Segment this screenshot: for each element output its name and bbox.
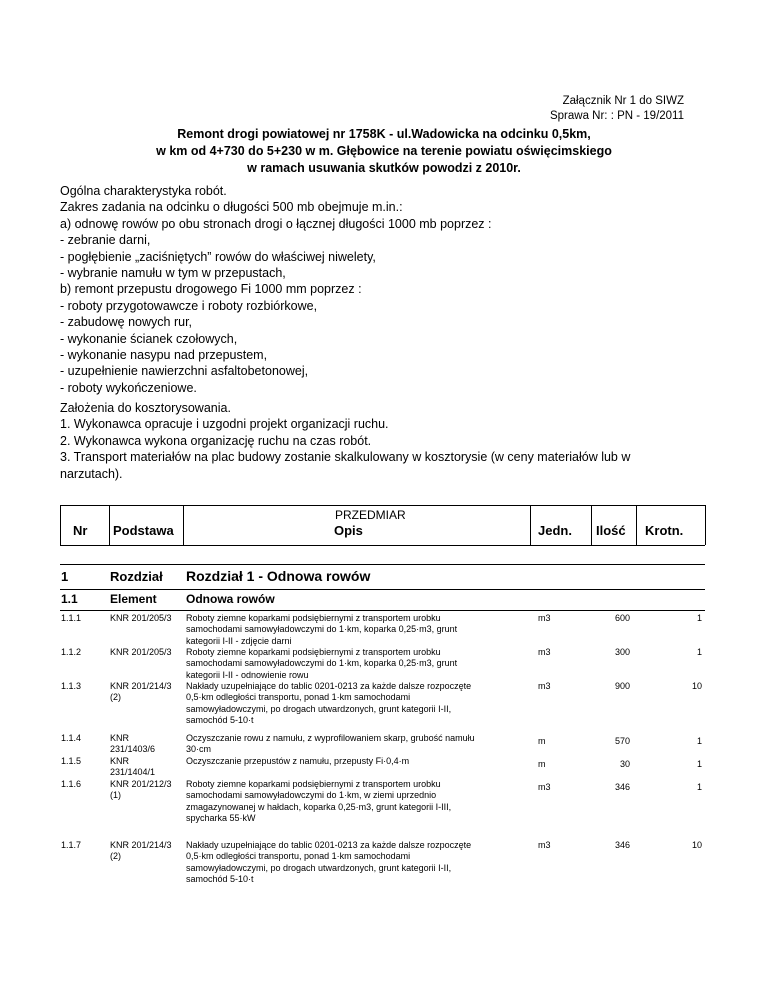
paragraph-line: Ogólna charakterystyka robót.	[60, 184, 227, 198]
section-podstawa: Rozdział	[110, 569, 163, 584]
element-podstawa: Element	[110, 592, 157, 606]
row-ilosc: 300	[614, 647, 630, 657]
paragraph-line: Założenia do kosztorysowania.	[60, 401, 231, 415]
cost-assumptions	[60, 400, 700, 482]
row-podstawa: KNR 201/214/3 (2)	[110, 840, 172, 862]
row-jedn: m	[538, 736, 546, 746]
paragraph-line: - wykonanie nasypu nad przepustem,	[60, 348, 268, 363]
table-border	[636, 505, 637, 545]
column-header-krotn: Krotn.	[645, 523, 684, 538]
row-ilosc: 346	[614, 782, 630, 792]
column-header-opis: Opis	[334, 523, 363, 538]
row-nr: 1.1.7	[61, 840, 82, 850]
row-nr: 1.1.3	[61, 681, 82, 691]
title-line-2: w km od 4+730 do 5+230 w m. Głębowice na terenie powiatu oświęcimskiego	[156, 144, 612, 158]
row-opis: Roboty ziemne koparkami podsiębiernymi z transportem urobku samochodami samowyładowczymi do 1·km, w ziemi uprzednio zmagazynowanej w hałdach, koparka 0,25·m3, grunt kategorii I-III, spycharka 55·kW	[186, 779, 452, 823]
row-opis: Nakłady uzupełniające do tablic 0201-0213 za każde dalsze rozpoczęte 0,5·km odległości transportu, ponad 1·km samochodami samowyładowczymi, po drogach utwardzonych, grunt kategorii I-II, samochód 5-10·t	[186, 681, 472, 725]
table-border	[60, 610, 705, 611]
row-opis: Roboty ziemne koparkami podsiębiernymi z transportem urobku samochodami samowyładowczymi do 1·km, koparka 0,25·m3, grunt kategorii I-II - zdjęcie darni	[186, 613, 458, 646]
table-border	[60, 564, 705, 565]
row-opis: Oczyszczanie rowu z namułu, z wyprofilowaniem skarp, grubość namułu 30·cm	[186, 733, 475, 755]
row-ilosc: 570	[614, 736, 630, 746]
row-jedn: m3	[538, 647, 551, 657]
title-line-3: w ramach usuwania skutków powodzi z 2010r.	[247, 161, 521, 175]
row-podstawa: KNR 201/212/3 (1)	[110, 779, 172, 801]
table-border	[183, 505, 184, 545]
row-opis: Nakłady uzupełniające do tablic 0201-0213 za każde dalsze rozpoczęte 0,5·km odległości transportu, ponad 1·km samochodami samowyładowczymi, po drogach utwardzonych, grunt kategorii I-II, samochód 5-10·t	[186, 840, 472, 884]
row-ilosc: 346	[614, 840, 630, 850]
row-opis: Oczyszczanie przepustów z namułu, przepusty Fi·0,4·m	[186, 756, 410, 766]
row-krotn: 1	[696, 782, 702, 792]
paragraph-line: - pogłębienie „zaciśniętych” rowów do właściwej niwelety,	[60, 249, 376, 264]
row-nr: 1.1.5	[61, 756, 82, 766]
row-jedn: m3	[538, 782, 551, 792]
work-characteristics	[60, 183, 700, 396]
title-line-1: Remont drogi powiatowej nr 1758K - ul.Wadowicka na odcinku 0,5km,	[177, 127, 591, 141]
row-krotn: 10	[691, 840, 702, 850]
paragraph-line: - wybranie namułu w tym w przepustach,	[60, 266, 286, 281]
row-krotn: 10	[691, 681, 702, 691]
row-ilosc: 900	[614, 681, 630, 691]
row-jedn: m3	[538, 613, 551, 623]
row-krotn: 1	[696, 736, 702, 746]
element-title: Odnowa rowów	[186, 592, 275, 606]
row-jedn: m	[538, 759, 546, 769]
row-podstawa: KNR 201/214/3 (2)	[110, 681, 172, 703]
paragraph-line: - roboty przygotowawcze i roboty rozbiórkowe,	[60, 298, 318, 313]
element-nr: 1.1	[61, 592, 78, 606]
paragraph-line: - uzupełnienie nawierzchni asfaltobetonowej,	[60, 364, 309, 379]
paragraph-line: - roboty wykończeniowe.	[60, 380, 197, 395]
paragraph-line: 2. Wykonawca wykona organizację ruchu na czas robót.	[60, 433, 372, 448]
table-border	[109, 505, 110, 545]
paragraph-line: Zakres zadania na odcinku o długości 500 mb obejmuje m.in.:	[60, 200, 403, 215]
column-header-nr: Nr	[73, 523, 88, 538]
table-border	[705, 505, 706, 545]
paragraph-line: - wykonanie ścianek czołowych,	[60, 331, 238, 346]
row-opis: Roboty ziemne koparkami podsiębiernymi z transportem urobku samochodami samowyładowczymi do 1·km, koparka 0,25·m3, grunt kategorii I-II - odnowienie rowu	[186, 647, 458, 680]
row-nr: 1.1.6	[61, 779, 82, 789]
paragraph-line: a) odnowę rowów po obu stronach drogi o łącznej długości 1000 mb poprzez :	[60, 216, 492, 231]
document-title	[0, 126, 768, 177]
case-number: Sprawa Nr: : PN - 19/2011	[549, 110, 684, 122]
row-ilosc: 30	[619, 759, 630, 769]
paragraph-line: - zebranie darni,	[60, 233, 151, 248]
paragraph-line: - zabudowę nowych rur,	[60, 315, 193, 330]
section-nr: 1	[61, 569, 69, 584]
row-krotn: 1	[696, 613, 702, 623]
row-podstawa: KNR 201/205/3	[110, 647, 172, 657]
row-krotn: 1	[696, 759, 702, 769]
table-caption: PRZEDMIAR	[335, 508, 406, 522]
attachment-header	[550, 94, 684, 124]
paragraph-line: 1. Wykonawca opracuje i uzgodni projekt organizacji ruchu.	[60, 417, 389, 432]
paragraph-line: narzutach).	[60, 466, 123, 481]
section-title: Rozdział 1 - Odnowa rowów	[186, 568, 371, 584]
paragraph-line: 3. Transport materiałów na plac budowy zostanie skalkulowany w kosztorysie (w ceny materiałów lub w	[60, 450, 631, 465]
table-border	[530, 505, 531, 545]
row-nr: 1.1.4	[61, 733, 82, 743]
row-nr: 1.1.1	[61, 613, 82, 623]
row-nr: 1.1.2	[61, 647, 82, 657]
row-podstawa: KNR 231/1403/6	[110, 733, 156, 755]
attachment-label: Załącznik Nr 1 do SIWZ	[562, 95, 684, 107]
row-podstawa: KNR 231/1404/1	[110, 756, 156, 778]
row-jedn: m3	[538, 681, 551, 691]
row-podstawa: KNR 201/205/3	[110, 613, 172, 623]
table-border	[591, 505, 592, 545]
paragraph-line: b) remont przepustu drogowego Fi 1000 mm poprzez :	[60, 282, 362, 297]
column-header-jedn: Jedn.	[538, 523, 572, 538]
row-krotn: 1	[696, 647, 702, 657]
table-border	[60, 545, 705, 546]
column-header-ilosc: Ilość	[596, 523, 626, 538]
table-border	[60, 505, 61, 545]
row-ilosc: 600	[614, 613, 630, 623]
table-border	[60, 589, 705, 590]
row-jedn: m3	[538, 840, 551, 850]
table-border	[60, 505, 705, 506]
column-header-podstawa: Podstawa	[113, 523, 174, 538]
